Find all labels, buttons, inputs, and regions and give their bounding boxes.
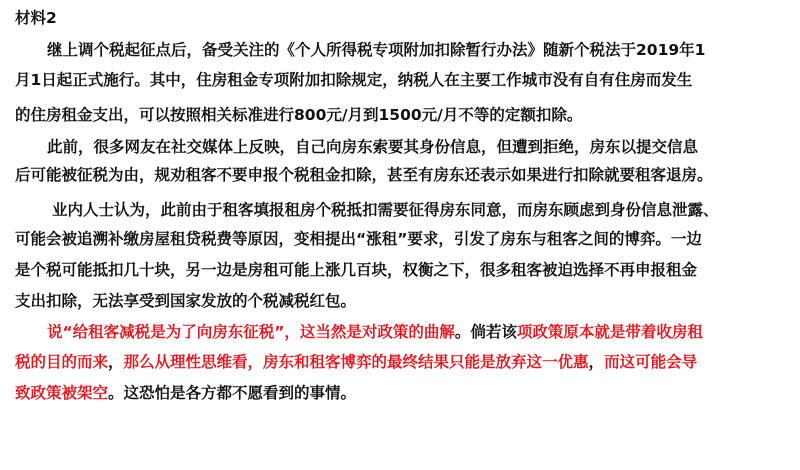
material-heading: 材料2 [15, 9, 57, 27]
highlight-span: 项政策原本就是带着收房租 [516, 323, 703, 341]
highlight-span: 说“给租客减税是为了向房东征税”，这当然是对政策的曲解 [47, 323, 455, 341]
highlight-span: 而这可能会导 [604, 353, 698, 371]
paragraph-4-line-2 [15, 352, 697, 372]
highlight-span: 那么从理性思维看，房东和租客博弈的最终结果只能是放弃这一优惠 [123, 353, 589, 371]
paragraph-1-line-2: 月1日起正式施行。其中，住房租金专项附加扣除规定，纳税人在主要工作城市没有自有住房而发生 [15, 71, 693, 89]
plain-span: 。这恐怕是各方都不愿看到的事情。 [108, 384, 357, 402]
paragraph-1-line-3: 的住房租金支出，可以按照相关标准进行800元/月到1500元/月不等的定额扣除。 [15, 106, 583, 124]
paragraph-3-line-3: 是个税可能抵扣几十块，另一边是房租可能上涨几百块，权衡之下，很多租客被迫选择不再申报租金 [15, 261, 698, 279]
paragraph-3-line-4: 支出扣除，无法享受到国家发放的个税减税红包。 [15, 292, 357, 310]
plain-span: ， [588, 353, 605, 371]
highlight-span: 致政策被架空 [15, 384, 109, 402]
paragraph-4-line-3 [15, 383, 356, 403]
paragraph-3-line-2: 可能会被追溯补缴房屋租贷税费等原因，变相提出“涨租”要求，引发了房东与租客之间的博弈。一边 [15, 230, 702, 248]
paragraph-2-line-2: 后可能被征税为由，规劝租客不要申报个税租金扣除，甚至有房东还表示如果进行扣除就要租客退房。 [15, 166, 713, 184]
plain-span: ， [108, 353, 124, 371]
plain-span: 。倘若该 [454, 323, 517, 341]
highlight-span: 税的目的而来 [15, 353, 109, 371]
paragraph-2-line-1: 此前，很多网友在社交媒体上反映，自己向房东索要其身份信息，但遭到拒绝，房东以提交信息 [47, 138, 699, 156]
paragraph-1-line-1: 继上调个税起征点后，备受关注的《个人所得税专项附加扣除暂行办法》随新个税法于2019年1 [47, 41, 706, 59]
paragraph-4-line-1 [47, 322, 703, 342]
paragraph-3-line-1: 业内人士认为，此前由于租客填报租房个税抵扣需要征得房东同意，而房东顾虑到身份信息泄露、 [52, 201, 719, 219]
